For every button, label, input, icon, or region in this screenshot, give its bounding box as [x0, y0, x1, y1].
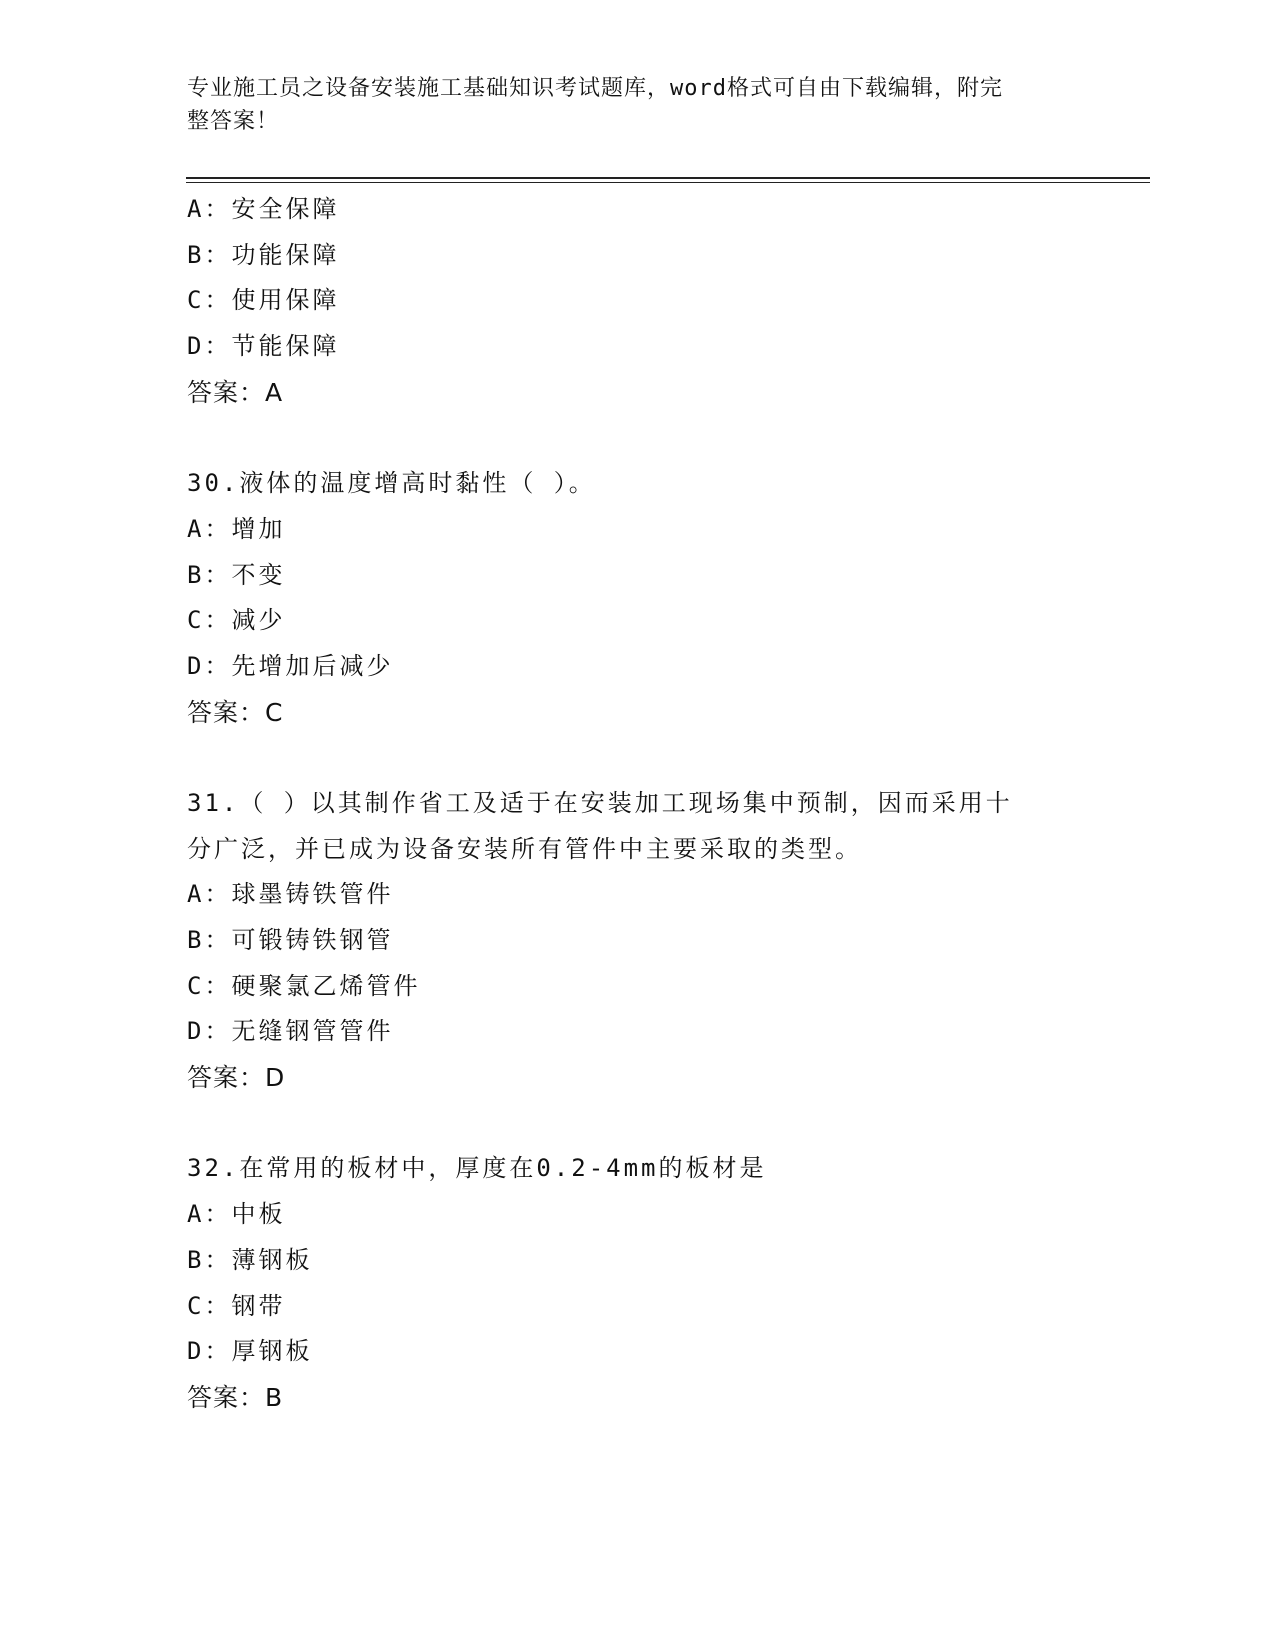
- option-d: D：厚钢板: [187, 1337, 313, 1366]
- option-a: A：中板: [187, 1200, 286, 1229]
- option-a: A：球墨铸铁管件: [187, 880, 394, 909]
- header-title-line-2: 整答案！: [187, 109, 280, 134]
- option-b: B：可锻铸铁钢管: [187, 926, 394, 954]
- question-text: 32.在常用的板材中，厚度在0.2-4mm的板材是: [187, 1154, 767, 1183]
- option-d: D：先增加后减少: [187, 651, 394, 680]
- option-c: C：硬聚氯乙烯管件: [187, 971, 421, 1000]
- spacer: [187, 415, 1087, 461]
- option-d: D：节能保障: [187, 332, 340, 361]
- header-divider-thick: [186, 177, 1150, 179]
- question-text-line-2: 分广泛，并已成为设备安装所有管件中主要采取的类型。: [187, 834, 862, 863]
- option-b: B：功能保障: [187, 240, 340, 269]
- header-divider-thin: [186, 182, 1150, 183]
- question-29: [187, 187, 1087, 415]
- option-a: A：增加: [187, 514, 286, 543]
- question-30: [187, 461, 1087, 735]
- answer: 答案：D: [187, 1063, 286, 1093]
- option-c: C：使用保障: [187, 286, 340, 315]
- header-title-line-1: 专业施工员之设备安装施工基础知识考试题库，word格式可自由下载编辑，附完: [187, 76, 1003, 101]
- spacer: [187, 1101, 1087, 1147]
- question-text: 30.液体的温度增高时黏性（ ）。: [187, 469, 596, 498]
- option-b: B：薄钢板: [187, 1245, 313, 1274]
- question-list: [187, 187, 1087, 1421]
- option-d: D：无缝钢管管件: [187, 1017, 394, 1046]
- question-31: [187, 781, 1087, 1101]
- document-header: [187, 72, 1067, 138]
- option-b: B：不变: [187, 560, 286, 589]
- option-c: C：钢带: [187, 1291, 286, 1320]
- option-a: A：安全保障: [187, 195, 340, 223]
- answer: 答案：B: [187, 1382, 284, 1412]
- question-32: [187, 1146, 1087, 1420]
- option-c: C：减少: [187, 606, 286, 635]
- answer: 答案：C: [187, 697, 284, 727]
- spacer: [187, 735, 1087, 781]
- question-text-line-1: 31.（ ）以其制作省工及适于在安装加工现场集中预制，因而采用十: [187, 788, 1013, 817]
- answer: 答案：A: [187, 377, 284, 407]
